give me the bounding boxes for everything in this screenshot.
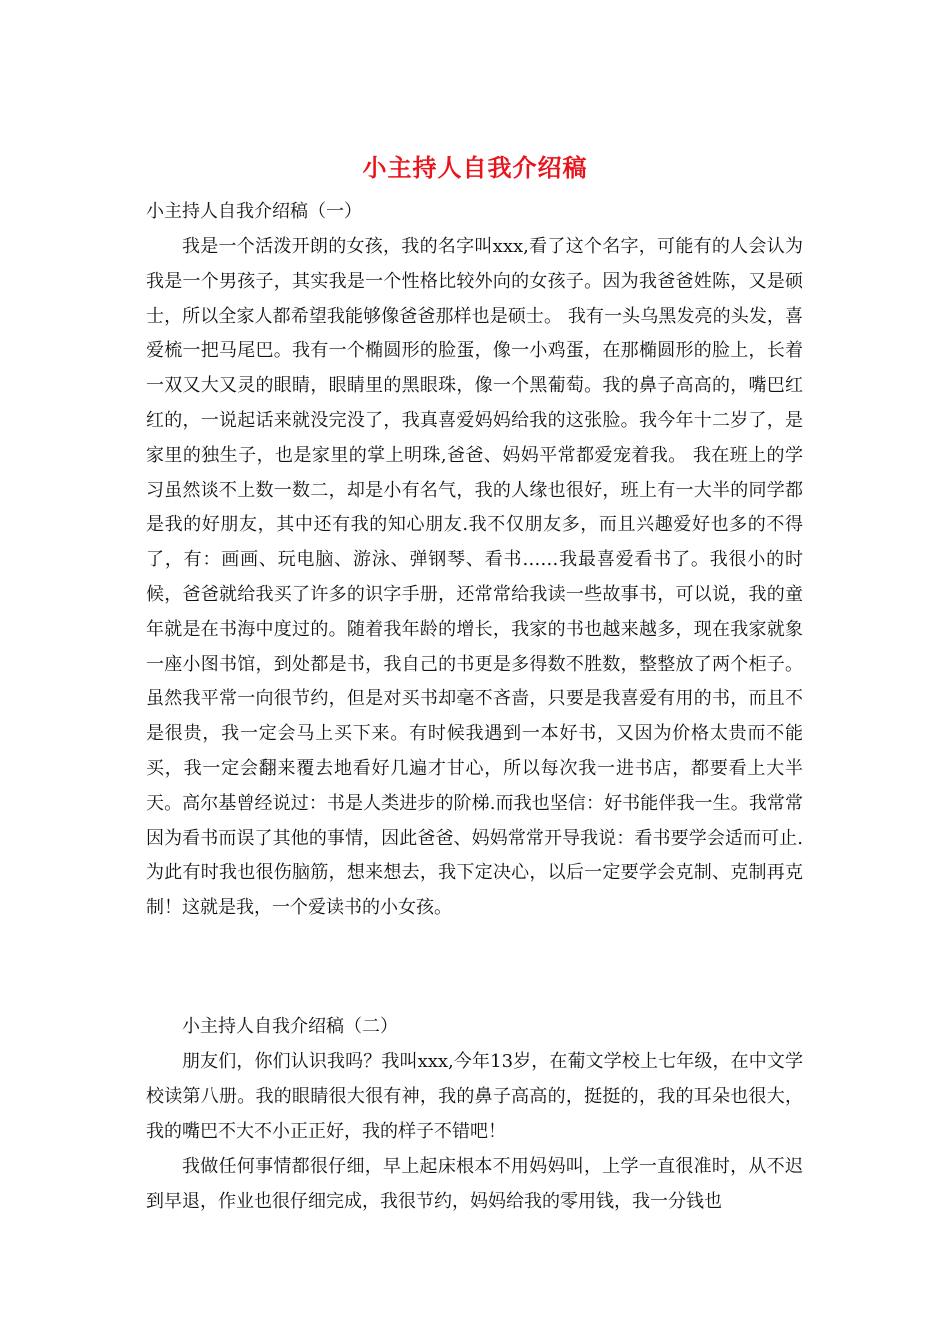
document-title: 小主持人自我介绍稿 <box>362 153 588 182</box>
section2-paragraph-1: 朋友们，你们认识我吗？我叫xxx,今年13岁，在葡文学校上七年级，在中文学校读第八册。我的眼睛很大很有神，我的鼻子高高的，挺挺的，我的耳朵也很大，我的嘴巴不大不小正正好，我的样子不错吧！ <box>146 1051 803 1142</box>
section1-heading: 小主持人自我介绍稿（一） <box>146 201 362 222</box>
section2-heading: 小主持人自我介绍稿（二） <box>182 1016 398 1037</box>
section1-paragraph: 我是一个活泼开朗的女孩，我的名字叫xxx,看了这个名字，可能有的人会认为我是一个男孩子，其实我是一个性格比较外向的女孩子。因为我爸爸姓陈，又是硕士，所以全家人都希望我能够像爸爸那样也是硕士。 我有一头乌黑发亮的头发，喜爱梳一把马尾巴。我有一个椭圆形的脸蛋，像一小鸡蛋，在那椭圆形的脸上，长着一双又大又灵的眼睛，眼睛里的黑眼珠，像一个黑葡萄。我的鼻子高高的，嘴巴红红的，一说起话来就没完没了，我真喜爱妈妈给我的这张脸。我今年十二岁了，是家里的独生子，也是家里的掌上明珠,爸爸、妈妈平常都爱宠着我。 我在班上的学习虽然谈不上数一数二，却是小有名气，我的人缘也很好，班上有一大半的同学都是我的好朋友，其中还有我的知心朋友.我不仅朋友多，而且兴趣爱好也多的不得了，有：画画、玩电脑、游泳、弹钢琴、看书……我最喜爱看书了。我很小的时候，爸爸就给我买了许多的识字手册，还常常给我读一些故事书，可以说，我的童年就是在书海中度过的。随着我年龄的增长，我家的书也越来越多，现在我家就象一座小图书馆，到处都是书，我自己的书更是多得数不胜数，整整放了两个柜子。虽然我平常一向很节约，但是对买书却毫不吝啬，只要是我喜爱有用的书，而且不是很贵，我一定会马上买下来。有时候我遇到一本好书，又因为价格太贵而不能买，我一定会翻来覆去地看好几遍才甘心，所以每次我一进书店，都要看上大半天。高尔基曾经说过：书是人类进步的阶梯.而我也坚信：好书能伴我一生。我常常因为看书而误了其他的事情，因此爸爸、妈妈常常开导我说：看书要学会适而可止.为此有时我也很伤脑筋，想来想去，我下定决心，以后一定要学会克制、克制再克制！这就是我，一个爱读书的小女孩。 <box>146 236 803 919</box>
section2-paragraph-2: 我做任何事情都很仔细，早上起床根本不用妈妈叫，上学一直很准时，从不迟到早退，作业也很仔细完成，我很节约，妈妈给我的零用钱，我一分钱也 <box>146 1156 803 1212</box>
